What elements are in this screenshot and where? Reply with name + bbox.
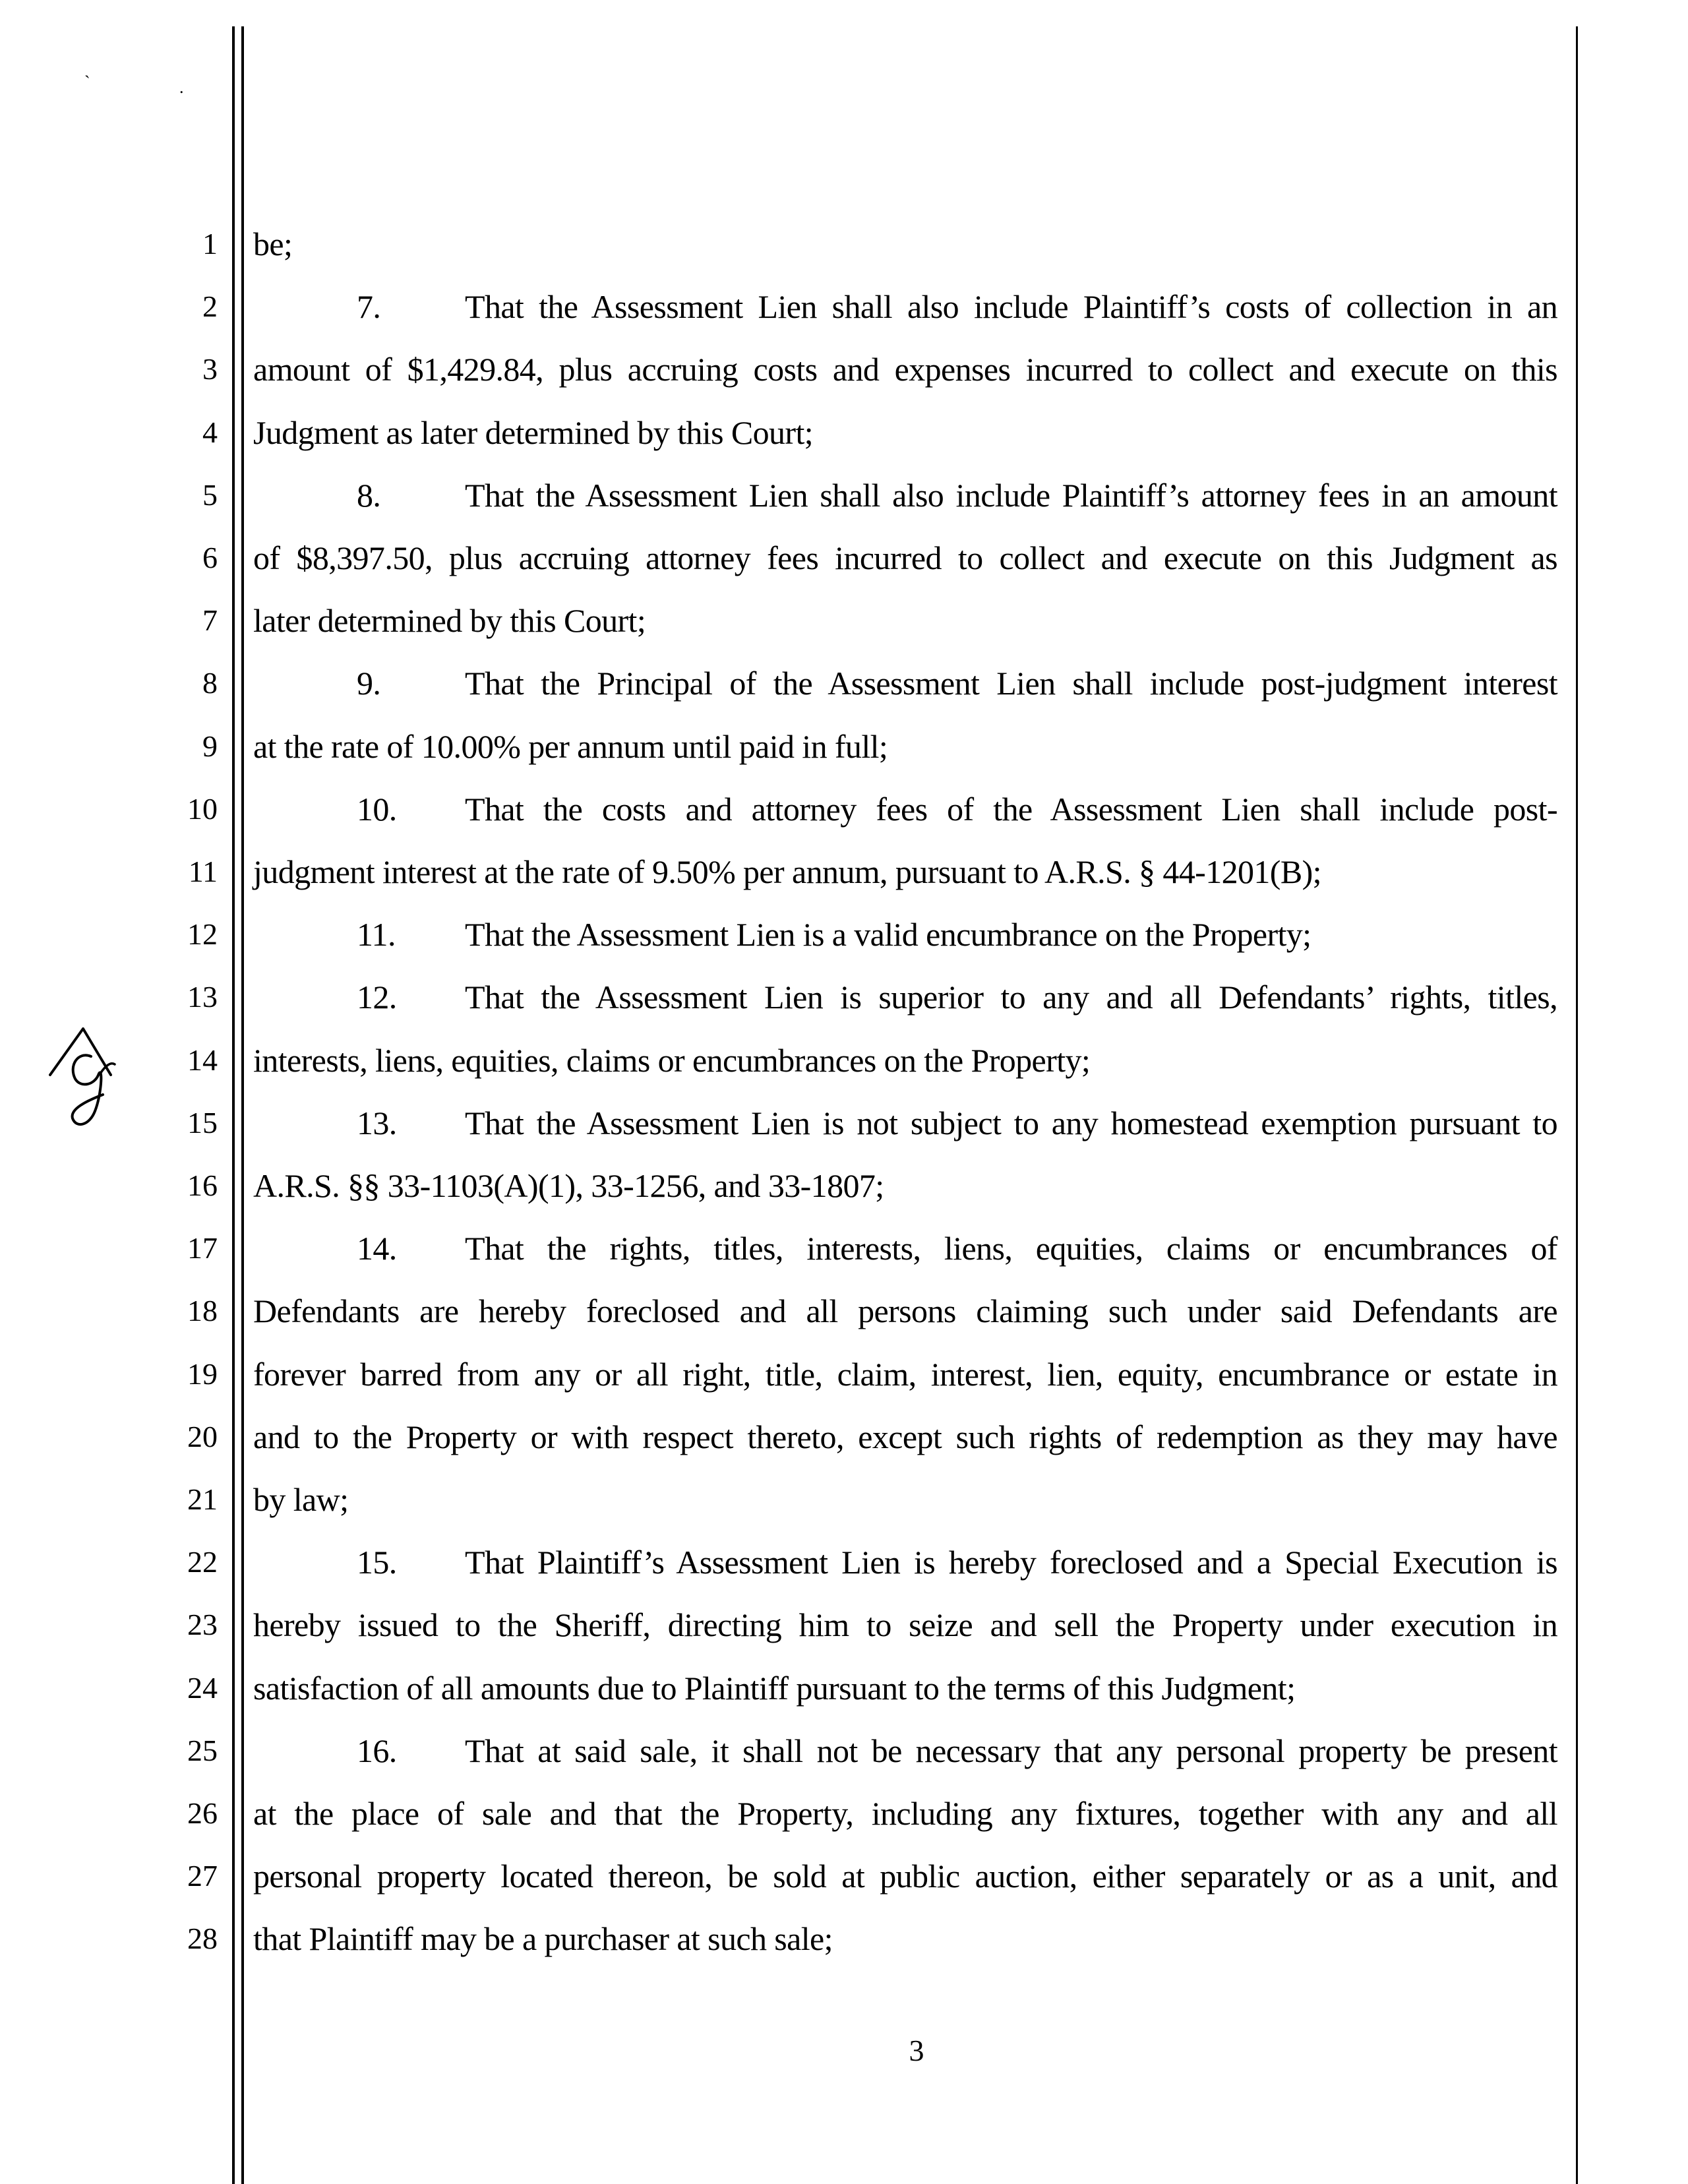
line-number: 11 <box>188 855 218 888</box>
text-line <box>253 1918 1557 1959</box>
page-number: 3 <box>909 2034 924 2067</box>
text-line <box>253 1856 1557 1896</box>
line-number: 14 <box>187 1043 218 1077</box>
line-text: That the Assessment Lien is superior to any and all Defendants’ rights, titles, <box>465 979 1557 1016</box>
line-text: be; <box>253 226 293 262</box>
line-number: 22 <box>187 1545 218 1579</box>
paragraph-number: 11. <box>357 916 396 954</box>
text-line <box>253 349 1557 390</box>
line-number: 5 <box>202 477 218 512</box>
line-number: 9 <box>202 729 218 763</box>
text-line <box>253 726 1557 767</box>
paragraph-number: 7. <box>357 288 381 326</box>
line-number: 28 <box>187 1922 218 1956</box>
line-number: 4 <box>202 415 218 449</box>
line-number: 8 <box>202 666 218 700</box>
line-text: by law; <box>253 1481 349 1518</box>
left-margin-rule <box>232 26 235 2184</box>
line-text: That the Assessment Lien shall also include Plaintiff’s costs of collection in an <box>465 288 1557 326</box>
corner-mark: ` <box>84 73 90 92</box>
paragraph-number: 14. <box>357 1230 397 1267</box>
line-text: at the rate of 10.00% per annum until paid in full; <box>253 727 888 765</box>
text-line <box>253 663 1557 704</box>
text-line <box>253 475 1557 516</box>
text-line <box>253 1354 1557 1395</box>
line-number: 26 <box>187 1796 218 1830</box>
right-margin-rule <box>1576 26 1578 2184</box>
line-text: amount of $1,429.84, plus accruing costs and expenses incurred to collect and execute on this <box>253 351 1557 388</box>
text-line <box>253 537 1557 578</box>
paragraph-number: 10. <box>357 790 397 828</box>
text-line <box>253 1542 1557 1583</box>
text-line <box>253 1228 1557 1269</box>
line-text: A.R.S. §§ 33-1103(A)(1), 33-1256, and 33-1807; <box>253 1167 884 1204</box>
line-text: That the rights, titles, interests, liens, equities, claims or encumbrances of <box>465 1230 1557 1267</box>
paragraph-number: 9. <box>357 665 381 702</box>
line-number: 10 <box>187 791 218 826</box>
line-number: 19 <box>187 1356 218 1391</box>
line-text: That Plaintiff’s Assessment Lien is hereby foreclosed and a Special Execution is <box>465 1544 1557 1581</box>
text-line <box>253 789 1557 830</box>
line-text: Defendants are hereby foreclosed and all persons claiming such under said Defendants are <box>253 1292 1557 1330</box>
line-number: 24 <box>187 1670 218 1705</box>
line-text: That the Assessment Lien is not subject to any homestead exemption pursuant to <box>465 1104 1557 1141</box>
paragraph-number: 12. <box>357 979 397 1016</box>
line-number: 20 <box>187 1419 218 1453</box>
line-text: That the costs and attorney fees of the Assessment Lien shall include post- <box>465 790 1557 828</box>
text-line <box>253 1668 1557 1709</box>
text-line <box>253 286 1557 327</box>
line-number: 15 <box>187 1105 218 1139</box>
line-text: hereby issued to the Sheriff, directing him to seize and sell the Property under execution in <box>253 1606 1557 1644</box>
line-number: 23 <box>187 1608 218 1642</box>
text-line <box>253 1416 1557 1457</box>
paragraph-number: 15. <box>357 1544 397 1581</box>
left-margin-rule-inner <box>241 26 244 2184</box>
text-line <box>253 914 1557 955</box>
line-number: 6 <box>202 541 218 574</box>
line-number: 27 <box>187 1859 218 1893</box>
paragraph-number: 16. <box>357 1732 397 1769</box>
line-text: forever barred from any or all right, title, claim, interest, lien, equity, encumbrance or estate in <box>253 1355 1557 1393</box>
line-text: That the Principal of the Assessment Lien shall include post-judgment interest <box>465 665 1557 702</box>
line-text: and to the Property or with respect thereto, except such rights of redemption as they may have <box>253 1418 1557 1455</box>
line-number: 12 <box>187 917 218 952</box>
text-line <box>253 1290 1557 1331</box>
handwritten-initials-icon <box>37 1002 136 1141</box>
text-line <box>253 1730 1557 1771</box>
text-line <box>253 224 1557 264</box>
line-text: That the Assessment Lien shall also include Plaintiff’s attorney fees in an amount <box>465 476 1557 514</box>
line-number: 16 <box>187 1168 218 1202</box>
line-number: 3 <box>202 352 218 386</box>
text-line <box>253 1103 1557 1143</box>
line-text: personal property located thereon, be sold at public auction, either separately or as a unit, and <box>253 1858 1557 1895</box>
line-number: 1 <box>202 227 218 260</box>
text-line <box>253 1165 1557 1206</box>
line-text: later determined by this Court; <box>253 602 646 640</box>
text-line <box>253 412 1557 453</box>
line-text: of $8,397.50, plus accruing attorney fees incurred to collect and execute on this Judgment as <box>253 539 1557 576</box>
line-number: 7 <box>202 603 218 638</box>
corner-mark: . <box>179 78 184 97</box>
line-number: 21 <box>187 1482 218 1516</box>
text-line <box>253 851 1557 892</box>
text-line <box>253 1479 1557 1520</box>
text-line <box>253 1793 1557 1834</box>
line-number: 2 <box>202 289 218 324</box>
line-number: 17 <box>187 1231 218 1265</box>
line-text: that Plaintiff may be a purchaser at such sale; <box>253 1920 833 1958</box>
line-text: at the place of sale and that the Property, including any fixtures, together with any and all <box>253 1795 1557 1832</box>
line-number: 13 <box>187 980 218 1014</box>
line-text: That at said sale, it shall not be necessary that any personal property be present <box>465 1732 1557 1769</box>
text-line <box>253 1040 1557 1081</box>
line-text: That the Assessment Lien is a valid encumbrance on the Property; <box>465 916 1311 954</box>
paragraph-number: 8. <box>357 476 381 514</box>
text-line <box>253 1604 1557 1645</box>
line-text: interests, liens, equities, claims or encumbrances on the Property; <box>253 1041 1091 1079</box>
line-text: satisfaction of all amounts due to Plaintiff pursuant to the terms of this Judgment; <box>253 1669 1296 1707</box>
line-number: 25 <box>187 1733 218 1767</box>
text-line <box>253 977 1557 1017</box>
text-line <box>253 600 1557 641</box>
line-text: judgment interest at the rate of 9.50% per annum, pursuant to A.R.S. § 44-1201(B); <box>253 853 1321 890</box>
line-text: Judgment as later determined by this Court; <box>253 413 814 451</box>
paragraph-number: 13. <box>357 1104 397 1141</box>
line-number: 18 <box>187 1294 218 1328</box>
